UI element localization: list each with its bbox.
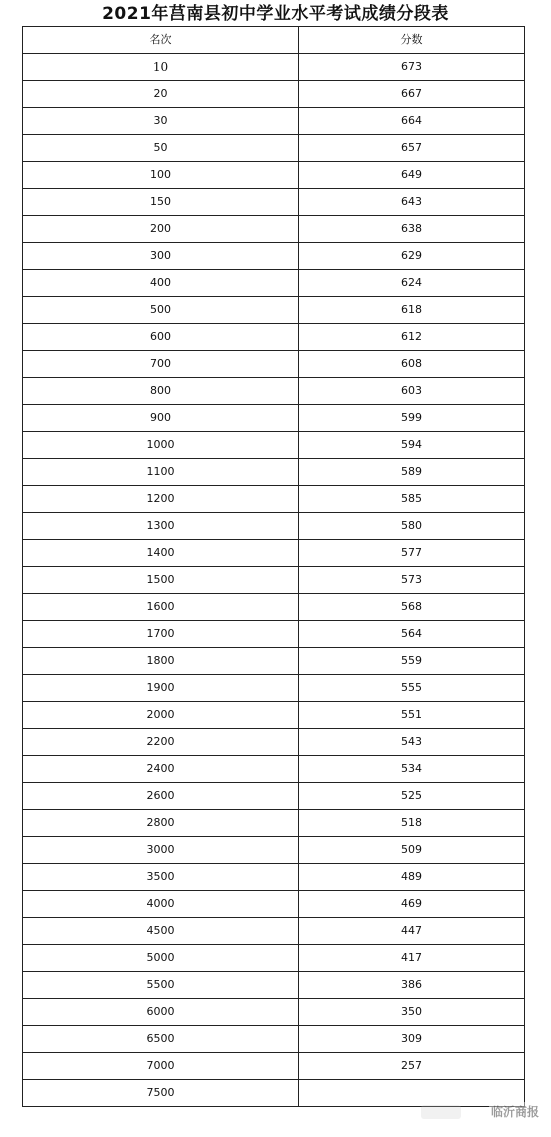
table-row: [23, 135, 525, 162]
rank-cell: 2400: [23, 756, 299, 783]
table-row: [23, 837, 525, 864]
table-row: [23, 648, 525, 675]
rank-cell: 1200: [23, 486, 299, 513]
table-row: [23, 513, 525, 540]
score-cell: 573: [299, 567, 525, 594]
score-cell: 309: [299, 1026, 525, 1053]
rank-cell: 2600: [23, 783, 299, 810]
score-cell: 618: [299, 297, 525, 324]
score-cell: 629: [299, 243, 525, 270]
table-row: [23, 54, 525, 81]
score-cell: 664: [299, 108, 525, 135]
score-cell: 577: [299, 540, 525, 567]
score-cell: 594: [299, 432, 525, 459]
score-cell: 608: [299, 351, 525, 378]
table-row: [23, 1053, 525, 1080]
rank-cell: 300: [23, 243, 299, 270]
table-row: [23, 81, 525, 108]
score-cell: 568: [299, 594, 525, 621]
score-cell: 589: [299, 459, 525, 486]
page-title: 2021年莒南县初中学业水平考试成绩分段表: [102, 4, 449, 24]
rank-cell: 10: [23, 54, 299, 81]
rank-cell: 5500: [23, 972, 299, 999]
table-row: [23, 945, 525, 972]
table-row: [23, 756, 525, 783]
score-cell: 673: [299, 54, 525, 81]
rank-cell: 700: [23, 351, 299, 378]
score-cell: 543: [299, 729, 525, 756]
table-row: [23, 378, 525, 405]
score-cell: 624: [299, 270, 525, 297]
table-row: [23, 216, 525, 243]
rank-cell: 1000: [23, 432, 299, 459]
score-cell: 417: [299, 945, 525, 972]
rank-cell: 200: [23, 216, 299, 243]
score-cell: 469: [299, 891, 525, 918]
rank-cell: 7000: [23, 1053, 299, 1080]
table-row: [23, 243, 525, 270]
score-cell: 489: [299, 864, 525, 891]
table-row: [23, 1026, 525, 1053]
score-cell: 649: [299, 162, 525, 189]
score-cell: 447: [299, 918, 525, 945]
score-cell: 518: [299, 810, 525, 837]
score-cell: 667: [299, 81, 525, 108]
score-cell: 525: [299, 783, 525, 810]
table-row: [23, 189, 525, 216]
table-row: [23, 108, 525, 135]
rank-cell: 100: [23, 162, 299, 189]
rank-cell: 2000: [23, 702, 299, 729]
score-table-container: [22, 26, 524, 1107]
table-row: [23, 810, 525, 837]
score-cell: 638: [299, 216, 525, 243]
score-cell: 350: [299, 999, 525, 1026]
rank-cell: 4500: [23, 918, 299, 945]
watermark-blur: [421, 1105, 461, 1119]
rank-cell: 1600: [23, 594, 299, 621]
rank-cell: 900: [23, 405, 299, 432]
table-row: [23, 432, 525, 459]
score-distribution-table: [22, 26, 525, 1107]
table-row: [23, 675, 525, 702]
score-cell: 257: [299, 1053, 525, 1080]
table-row: [23, 891, 525, 918]
score-cell: 657: [299, 135, 525, 162]
table-row: [23, 459, 525, 486]
table-row: [23, 702, 525, 729]
table-row: [23, 486, 525, 513]
table-row: [23, 729, 525, 756]
column-header-score: 分数: [299, 27, 525, 54]
score-cell: 585: [299, 486, 525, 513]
table-row: [23, 594, 525, 621]
rank-cell: 6000: [23, 999, 299, 1026]
table-body: [23, 54, 525, 1107]
score-cell: 580: [299, 513, 525, 540]
score-cell: 564: [299, 621, 525, 648]
table-row: [23, 351, 525, 378]
table-row: [23, 864, 525, 891]
rank-cell: 50: [23, 135, 299, 162]
rank-cell: 30: [23, 108, 299, 135]
table-row: [23, 621, 525, 648]
table-row: [23, 567, 525, 594]
rank-cell: 2800: [23, 810, 299, 837]
table-row: [23, 162, 525, 189]
rank-cell: 1100: [23, 459, 299, 486]
rank-cell: 1300: [23, 513, 299, 540]
score-cell: 555: [299, 675, 525, 702]
watermark-text: 临沂商报: [489, 1102, 541, 1121]
score-cell: 599: [299, 405, 525, 432]
rank-cell: 2200: [23, 729, 299, 756]
table-row: [23, 999, 525, 1026]
rank-cell: 20: [23, 81, 299, 108]
rank-cell: 1700: [23, 621, 299, 648]
score-cell: 559: [299, 648, 525, 675]
table-row: [23, 972, 525, 999]
rank-cell: 150: [23, 189, 299, 216]
rank-cell: 7500: [23, 1080, 299, 1107]
table-row: [23, 324, 525, 351]
rank-cell: 4000: [23, 891, 299, 918]
rank-cell: 1800: [23, 648, 299, 675]
rank-cell: 800: [23, 378, 299, 405]
column-header-rank: 名次: [23, 27, 299, 54]
table-row: [23, 405, 525, 432]
table-row: [23, 297, 525, 324]
rank-cell: 5000: [23, 945, 299, 972]
score-cell: 612: [299, 324, 525, 351]
score-cell: 603: [299, 378, 525, 405]
table-row: [23, 1080, 525, 1107]
score-cell: 386: [299, 972, 525, 999]
score-cell: 509: [299, 837, 525, 864]
rank-cell: 6500: [23, 1026, 299, 1053]
table-row: [23, 918, 525, 945]
rank-cell: 500: [23, 297, 299, 324]
table-header-row: [23, 27, 525, 54]
rank-cell: 1400: [23, 540, 299, 567]
rank-cell: 1500: [23, 567, 299, 594]
table-row: [23, 540, 525, 567]
rank-cell: 3000: [23, 837, 299, 864]
table-row: [23, 270, 525, 297]
score-cell: 643: [299, 189, 525, 216]
rank-cell: 600: [23, 324, 299, 351]
score-cell: 534: [299, 756, 525, 783]
table-row: [23, 783, 525, 810]
score-cell: 551: [299, 702, 525, 729]
rank-cell: 3500: [23, 864, 299, 891]
rank-cell: 400: [23, 270, 299, 297]
rank-cell: 1900: [23, 675, 299, 702]
